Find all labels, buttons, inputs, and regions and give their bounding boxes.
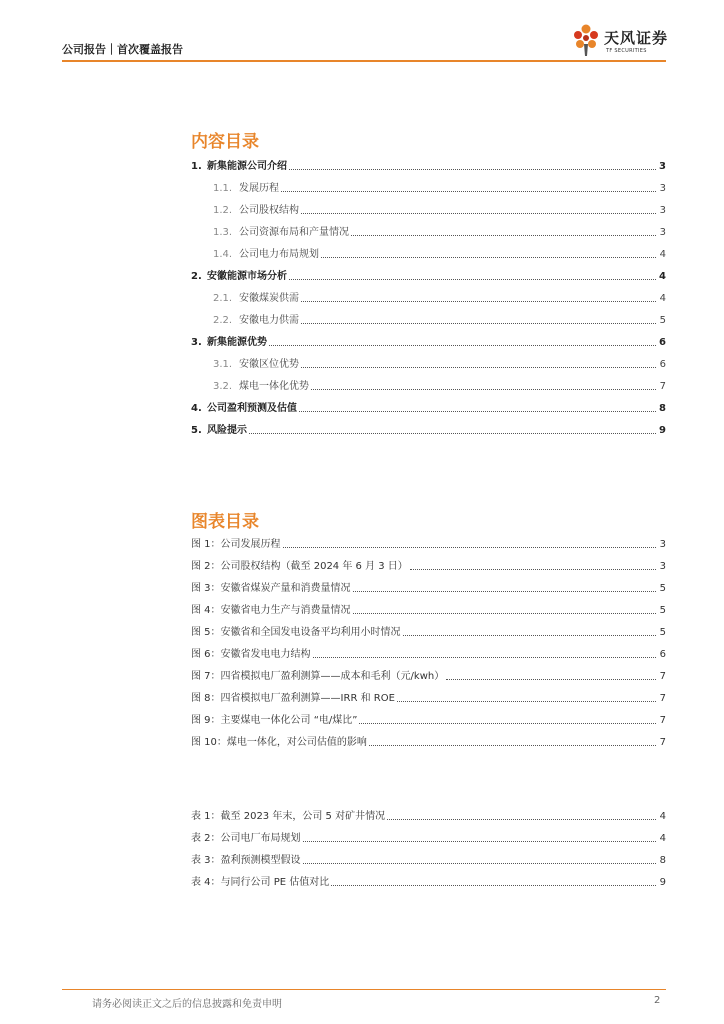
table-entry-label: 表 3：盈利预测模型假设: [191, 855, 301, 866]
figure-entry-page: 7: [659, 693, 666, 704]
table-entry[interactable]: [191, 823, 666, 845]
toc-entry-label: 公司资源布局和产量情况: [239, 227, 349, 238]
toc-entry-label: 安徽电力供需: [239, 315, 299, 326]
toc-entry-page: 4: [659, 293, 666, 304]
toc-chapter-entry[interactable]: [191, 415, 666, 437]
flower-logo-icon: [570, 22, 602, 58]
figures-title: 图表目录: [191, 512, 259, 532]
toc-entry-number: 1.2.: [213, 205, 233, 216]
figure-entry-page: 5: [659, 627, 666, 638]
figure-entry-label: 图 3：安徽省煤炭产量和消费量情况: [191, 583, 351, 594]
toc-entry-number: 3.1.: [213, 359, 233, 370]
table-entry-page: 4: [659, 833, 666, 844]
figure-dot-leader: [397, 701, 656, 702]
toc-entry-label: 风险提示: [207, 425, 247, 436]
table-dot-leader: [331, 885, 656, 886]
toc-dot-leader: [311, 389, 656, 390]
figure-entry-label: 图 5：安徽省和全国发电设备平均利用小时情况: [191, 627, 401, 638]
toc-entry-label: 煤电一体化优势: [239, 381, 309, 392]
table-entry-page: 9: [659, 877, 666, 888]
footer-divider: [62, 989, 666, 990]
toc-dot-leader: [269, 345, 656, 346]
figure-entry[interactable]: [191, 727, 666, 749]
toc-entry-page: 4: [659, 271, 666, 282]
table-entry-page: 8: [659, 855, 666, 866]
toc-entry-label: 新集能源公司介绍: [207, 161, 287, 172]
figure-dot-leader: [446, 679, 656, 680]
figure-entry[interactable]: [191, 639, 666, 661]
figure-entry-label: 图 7：四省模拟电厂盈利测算——成本和毛利（元/kwh）: [191, 671, 445, 682]
figure-entry-label: 图 6：安徽省发电电力结构: [191, 649, 311, 660]
figure-entry-page: 5: [659, 583, 666, 594]
toc-entry-page: 8: [659, 403, 666, 414]
toc-entry-number: 1.4.: [213, 249, 233, 260]
toc-section-entry[interactable]: [191, 173, 666, 195]
figure-entry-label: 图 9：主要煤电一体化公司 “电/煤比”: [191, 715, 358, 726]
toc-dot-leader: [281, 191, 656, 192]
toc-entry-page: 5: [659, 315, 666, 326]
toc-dot-leader: [289, 279, 656, 280]
figure-entry-label: 图 2：公司股权结构（截至 2024 年 6 月 3 日）: [191, 561, 408, 572]
toc-entry-label: 公司电力布局规划: [239, 249, 319, 260]
toc-entry-number: 1.1.: [213, 183, 233, 194]
figure-entry-label: 图 8：四省模拟电厂盈利测算——IRR 和 ROE: [191, 693, 395, 704]
figure-entry-page: 5: [659, 605, 666, 616]
logo-chinese-name: 天风证券: [604, 29, 669, 47]
figure-dot-leader: [410, 569, 656, 570]
toc-entry-label: 安徽区位优势: [239, 359, 299, 370]
figure-entry-page: 3: [659, 561, 666, 572]
toc-section-entry[interactable]: [191, 239, 666, 261]
toc-entry-page: 4: [659, 249, 666, 260]
toc-entry-number: 3.: [191, 337, 202, 348]
toc-entry-page: 9: [659, 425, 666, 436]
toc-entry-label: 发展历程: [239, 183, 279, 194]
toc-dot-leader: [249, 433, 656, 434]
page-number: 2: [654, 995, 661, 1006]
toc-entry-page: 3: [659, 183, 666, 194]
toc-dot-leader: [321, 257, 656, 258]
table-dot-leader: [387, 819, 656, 820]
toc-entry-page: 3: [659, 161, 666, 172]
toc-entry-label: 公司盈利预测及估值: [207, 403, 297, 414]
figure-entry[interactable]: [191, 661, 666, 683]
figure-entry-page: 3: [659, 539, 666, 550]
figure-entry-page: 7: [659, 715, 666, 726]
toc-dot-leader: [351, 235, 656, 236]
toc-section-entry[interactable]: [191, 195, 666, 217]
figure-dot-leader: [359, 723, 656, 724]
toc-list: [191, 151, 666, 437]
toc-chapter-entry[interactable]: [191, 393, 666, 415]
figure-entry[interactable]: [191, 551, 666, 573]
table-entry[interactable]: [191, 867, 666, 889]
figure-dot-leader: [369, 745, 656, 746]
toc-entry-page: 3: [659, 227, 666, 238]
figure-entry[interactable]: [191, 529, 666, 551]
toc-entry-label: 新集能源优势: [207, 337, 267, 348]
toc-entry-label: 公司股权结构: [239, 205, 299, 216]
report-type-label: 公司报告｜首次覆盖报告: [62, 43, 183, 56]
toc-dot-leader: [301, 213, 656, 214]
table-dot-leader: [303, 841, 656, 842]
toc-dot-leader: [301, 323, 656, 324]
figure-dot-leader: [353, 613, 656, 614]
figure-dot-leader: [353, 591, 656, 592]
toc-entry-label: 安徽煤炭供需: [239, 293, 299, 304]
figure-entry-page: 6: [659, 649, 666, 660]
figure-entry[interactable]: [191, 573, 666, 595]
table-entry-page: 4: [659, 811, 666, 822]
table-entry[interactable]: [191, 801, 666, 823]
table-entry-label: 表 1：截至 2023 年末，公司 5 对矿井情况: [191, 811, 386, 822]
figure-entry-label: 图 1：公司发展历程: [191, 539, 281, 550]
figure-dot-leader: [283, 547, 656, 548]
figure-entry[interactable]: [191, 617, 666, 639]
figure-dot-leader: [403, 635, 656, 636]
toc-chapter-entry[interactable]: [191, 327, 666, 349]
toc-dot-leader: [301, 301, 656, 302]
toc-section-entry[interactable]: [191, 371, 666, 393]
toc-section-entry[interactable]: [191, 217, 666, 239]
table-entry-label: 表 4：与同行公司 PE 估值对比: [191, 877, 330, 888]
toc-entry-number: 1.: [191, 161, 202, 172]
toc-dot-leader: [301, 367, 656, 368]
table-entry-label: 表 2：公司电厂布局规划: [191, 833, 301, 844]
figure-entry[interactable]: [191, 595, 666, 617]
table-entry[interactable]: [191, 845, 666, 867]
toc-entry-page: 6: [659, 359, 666, 370]
toc-entry-label: 安徽能源市场分析: [207, 271, 287, 282]
toc-entry-page: 3: [659, 205, 666, 216]
figure-entry-page: 7: [659, 737, 666, 748]
figures-list: [191, 529, 666, 749]
toc-entry-number: 1.3.: [213, 227, 233, 238]
toc-section-entry[interactable]: [191, 283, 666, 305]
toc-entry-page: 6: [659, 337, 666, 348]
figure-entry-page: 7: [659, 671, 666, 682]
toc-entry-number: 2.2.: [213, 315, 233, 326]
toc-entry-number: 4.: [191, 403, 202, 414]
figure-entry-label: 图 4：安徽省电力生产与消费量情况: [191, 605, 351, 616]
figure-entry[interactable]: [191, 683, 666, 705]
toc-entry-number: 3.2.: [213, 381, 233, 392]
toc-entry-number: 2.: [191, 271, 202, 282]
company-logo: [570, 22, 670, 62]
toc-section-entry[interactable]: [191, 349, 666, 371]
footer-disclaimer: 请务必阅读正文之后的信息披露和免责申明: [92, 999, 282, 1010]
toc-section-entry[interactable]: [191, 305, 666, 327]
toc-entry-number: 2.1.: [213, 293, 233, 304]
figure-entry-label: 图 10：煤电一体化，对公司估值的影响: [191, 737, 367, 748]
table-dot-leader: [303, 863, 656, 864]
logo-english-name: TF SECURITIES: [606, 48, 647, 54]
header-divider: [62, 60, 666, 62]
toc-entry-number: 5.: [191, 425, 202, 436]
toc-entry-page: 7: [659, 381, 666, 392]
toc-title: 内容目录: [191, 132, 259, 152]
toc-chapter-entry[interactable]: [191, 151, 666, 173]
toc-dot-leader: [299, 411, 656, 412]
toc-chapter-entry[interactable]: [191, 261, 666, 283]
tables-list: [191, 801, 666, 889]
figure-dot-leader: [313, 657, 656, 658]
toc-dot-leader: [289, 169, 656, 170]
figure-entry[interactable]: [191, 705, 666, 727]
